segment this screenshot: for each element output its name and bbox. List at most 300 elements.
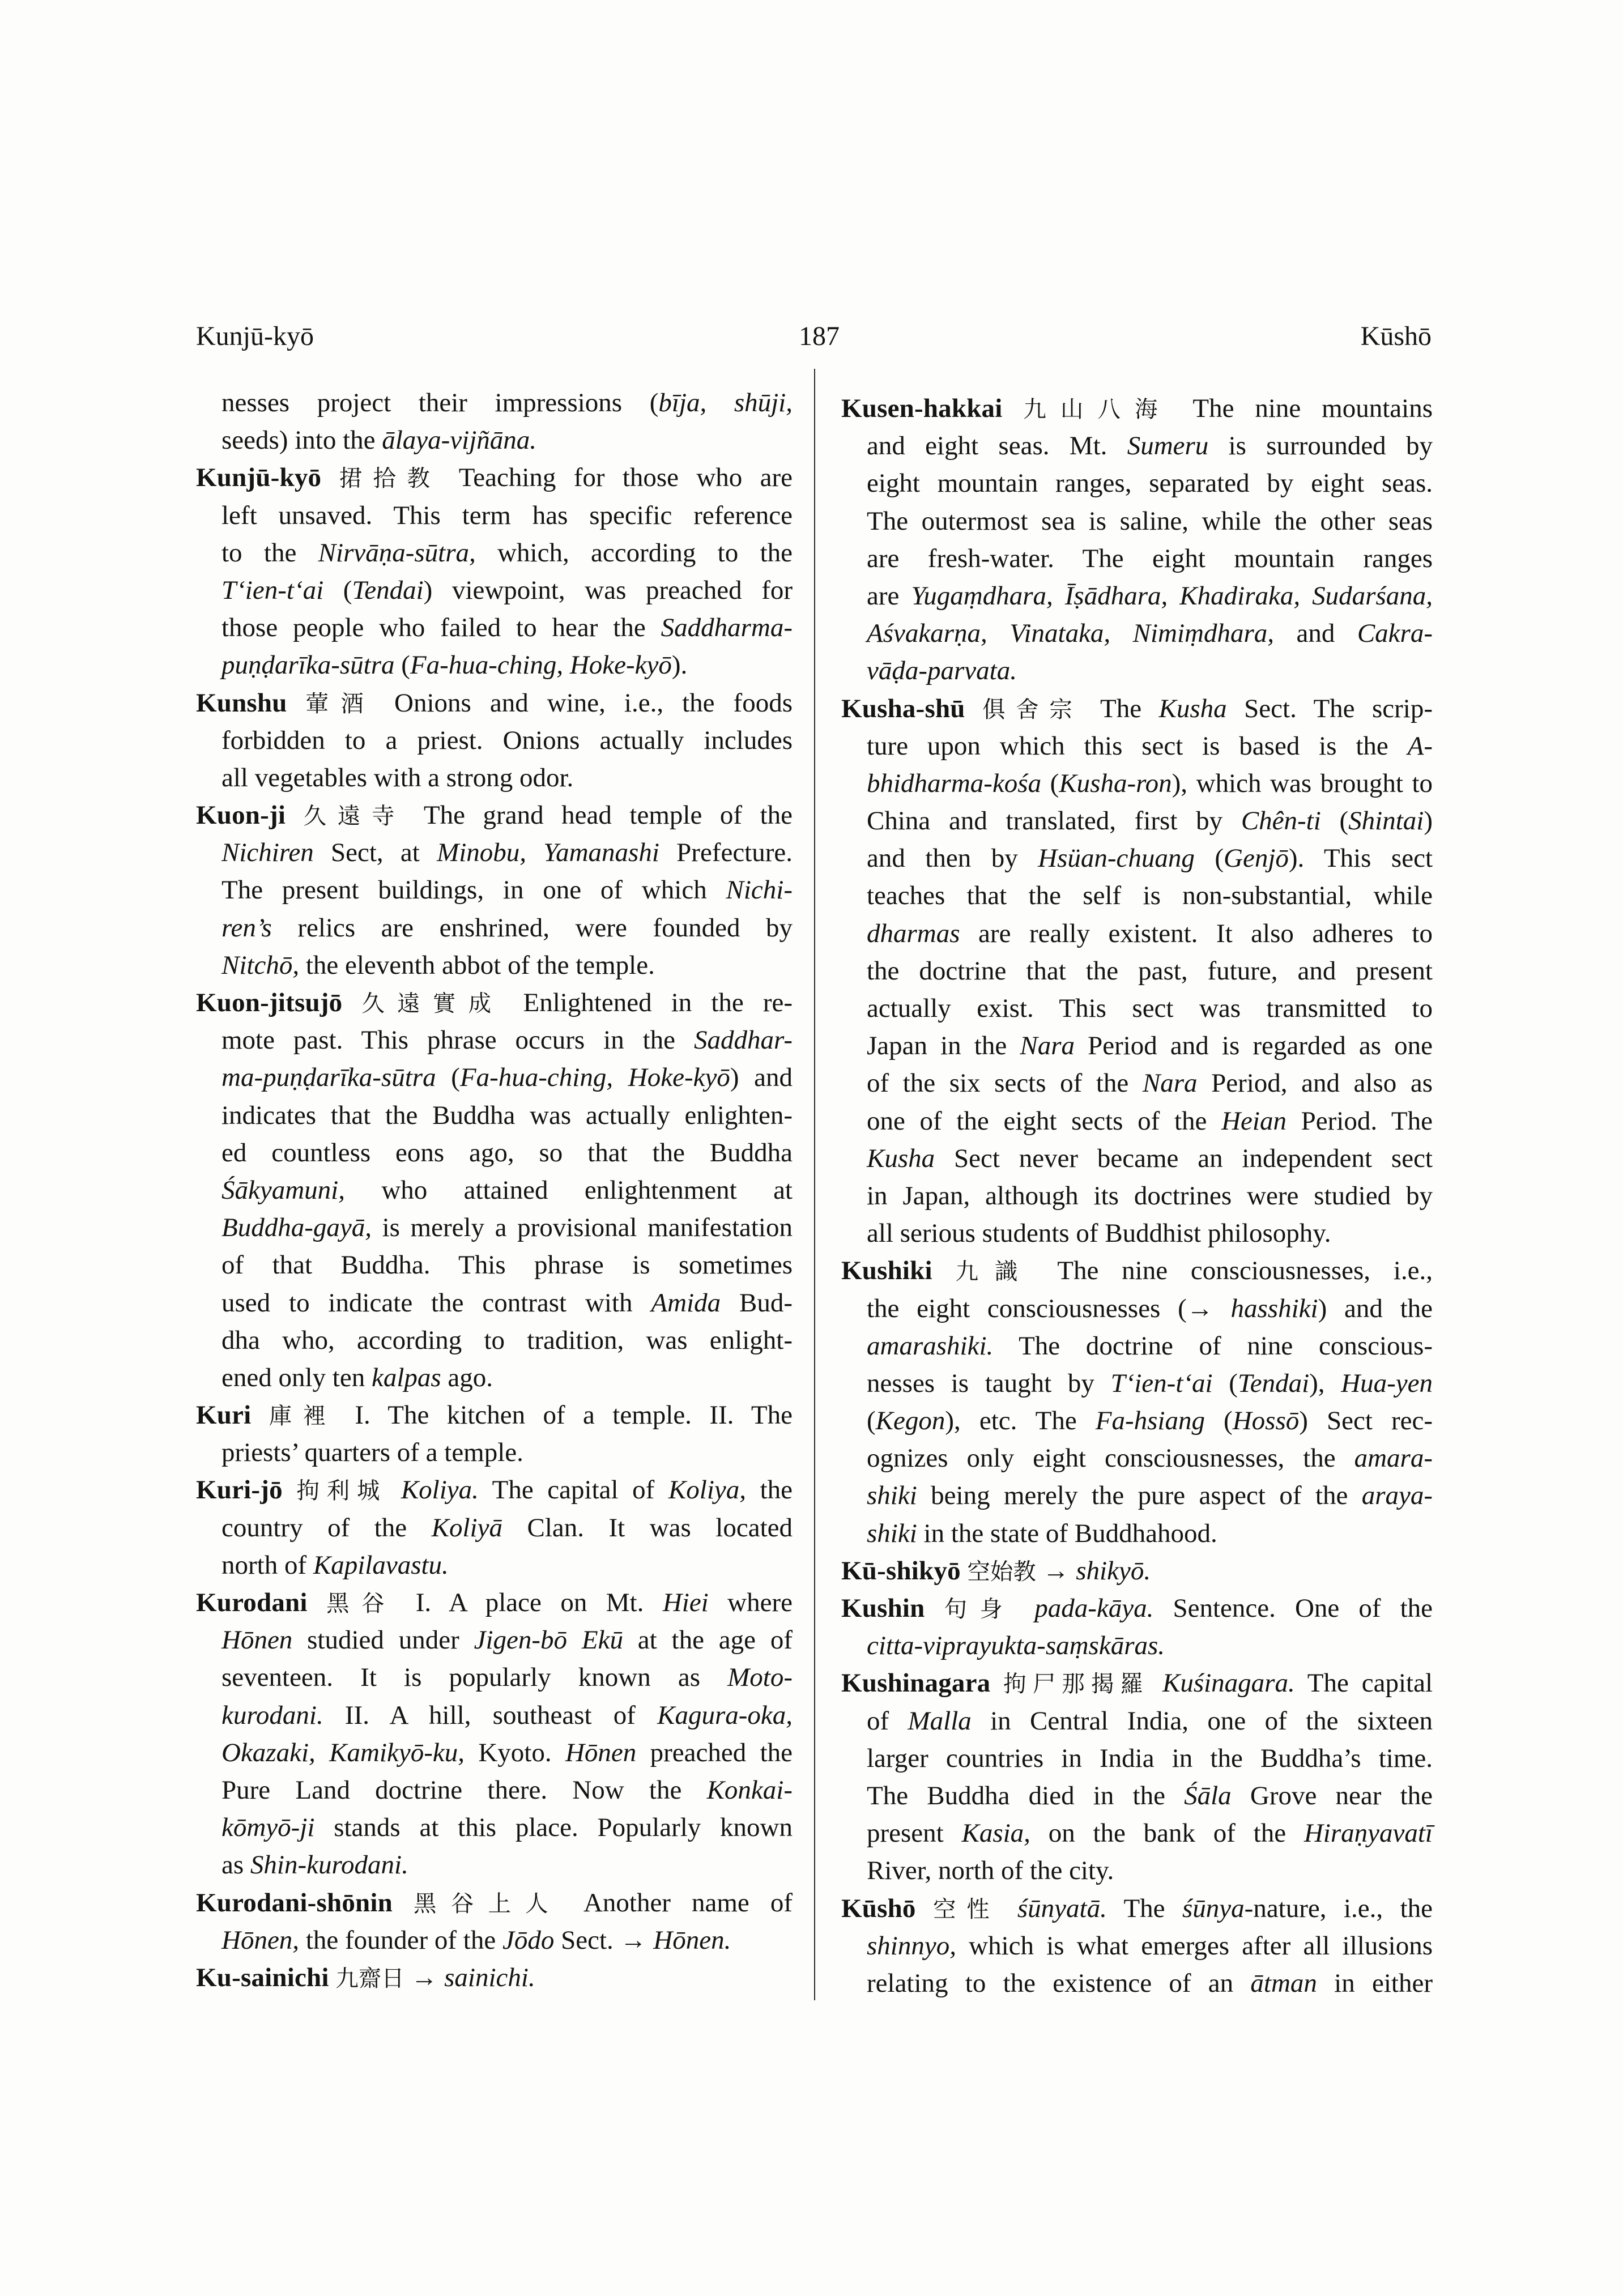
definition-text: ago. xyxy=(441,1362,493,1392)
definition-text: ( xyxy=(1320,806,1349,836)
text-line xyxy=(841,1477,1433,1514)
running-head-first-entry: Kunjū-kyō xyxy=(196,321,314,351)
text-line xyxy=(841,990,1433,1027)
definition-text xyxy=(283,1475,297,1505)
definition-text: actually exist. This sect was transmitted to xyxy=(867,994,1433,1023)
text-line xyxy=(841,1439,1433,1477)
definition-text: being merely the pure aspect of the xyxy=(917,1481,1362,1511)
italic-term: Hōnen, xyxy=(221,1925,300,1955)
italic-term: Nitchō, xyxy=(221,950,300,980)
text-line xyxy=(841,1814,1433,1852)
italic-term: Moto- xyxy=(727,1663,793,1693)
headword: Kunshu xyxy=(196,688,287,718)
headword: Kushiki xyxy=(841,1256,932,1286)
definition-text: Teaching for those who are xyxy=(441,463,793,493)
headword: Kuon-ji xyxy=(196,800,286,830)
text-line xyxy=(196,871,793,909)
definition-text: teaches that the self is non-substantial, while xyxy=(867,881,1433,911)
kanji-term: 九山八海 xyxy=(1023,395,1172,423)
italic-term: Konkai- xyxy=(706,1775,793,1805)
page-number: 187 xyxy=(799,321,840,351)
definition-text: where xyxy=(708,1588,793,1617)
column-divider xyxy=(814,369,815,2000)
definition-text: ( xyxy=(1194,844,1224,874)
dictionary-entry xyxy=(196,1471,793,1584)
definition-text: I. A place on Mt. xyxy=(397,1588,663,1617)
definition-text: Pure Land doctrine there. Now the xyxy=(221,1775,707,1805)
italic-term: Chên-ti xyxy=(1241,806,1321,836)
text-line xyxy=(196,1396,793,1434)
italic-term: Hōnen. xyxy=(653,1925,731,1955)
definition-text: The outermost sea is saline, while the other seas xyxy=(867,506,1433,536)
text-line xyxy=(841,1327,1433,1365)
italic-term: bīja, shūji, xyxy=(658,388,793,418)
italic-term: shiki xyxy=(867,1518,917,1548)
definition-text: in Japan, although its doctrines were studied by xyxy=(867,1181,1433,1211)
text-line xyxy=(841,1664,1433,1702)
text-line xyxy=(196,1584,793,1621)
italic-term: Cakra- xyxy=(1357,619,1433,649)
definition-text: left unsaved. This term has specific reference xyxy=(221,500,793,530)
definition-text: dha who, according to tradition, was enlight- xyxy=(221,1325,793,1355)
text-line xyxy=(196,1846,793,1884)
italic-term: Jigen-bō Ekū xyxy=(474,1625,623,1655)
italic-term: Kapilavastu. xyxy=(313,1550,449,1580)
definition-text: ( xyxy=(1204,1406,1233,1436)
text-line xyxy=(841,1852,1433,1889)
definition-text: The doctrine of nine conscious- xyxy=(993,1331,1433,1361)
kanji-term: 俱舍宗 xyxy=(982,695,1083,723)
definition-text: The xyxy=(1106,1893,1183,1923)
definition-text: is merely a provisional manifestation xyxy=(371,1213,793,1243)
italic-term: śūnyatā. xyxy=(1017,1893,1107,1923)
italic-term: śūnya xyxy=(1182,1893,1245,1923)
definition-text: II. A hill, southeast of xyxy=(323,1700,658,1730)
definition-text: the founder of the xyxy=(299,1925,502,1955)
definition-text: one of the eight sects of the xyxy=(867,1106,1222,1136)
kanji-term: 捃拾教 xyxy=(339,465,441,492)
text-line xyxy=(841,1890,1433,1927)
italic-term: Fa-hua-ching, Hoke-kyō xyxy=(459,1063,730,1093)
italic-term: Buddha-gayā, xyxy=(221,1213,372,1243)
definition-text: the doctrine that the past, future, and present xyxy=(867,956,1433,986)
dictionary-entry xyxy=(196,459,793,684)
definition-text: Sect, at xyxy=(313,838,437,868)
italic-term: sainichi. xyxy=(444,1962,535,1992)
definition-text: those people who failed to hear the xyxy=(221,613,661,643)
headword: Kunjū-kyō xyxy=(196,463,322,493)
definition-text: Onions and wine, i.e., the foods xyxy=(376,688,793,718)
italic-term: ren’s xyxy=(221,913,272,943)
italic-term: Kusha xyxy=(867,1143,935,1173)
definition-text: ). This sect xyxy=(1288,844,1433,874)
text-line xyxy=(841,690,1433,727)
headword: Kushinagara xyxy=(841,1668,991,1698)
headword: Kū-shikyō xyxy=(841,1556,961,1586)
italic-term: Shin-kurodani. xyxy=(250,1850,408,1880)
text-line xyxy=(841,465,1433,502)
text-line xyxy=(841,1552,1433,1590)
definition-text: Japan in the xyxy=(867,1031,1020,1061)
italic-term: hasshiki xyxy=(1230,1293,1318,1323)
italic-term: A- xyxy=(1407,731,1433,761)
definition-text: ), xyxy=(1309,1368,1341,1398)
italic-term: Kagura-oka, xyxy=(657,1700,793,1730)
definition-text: are fresh-water. The eight mountain ranges xyxy=(867,543,1433,573)
italic-term: kalpas xyxy=(371,1362,441,1392)
italic-term: Śāla xyxy=(1184,1780,1232,1811)
dictionary-entry xyxy=(196,1584,793,1884)
italic-term: Fa-hsiang xyxy=(1095,1406,1205,1436)
definition-text xyxy=(308,1588,326,1617)
definition-text: as xyxy=(221,1850,250,1880)
definition-text: ) xyxy=(1424,806,1433,836)
italic-term: Aśvakarṇa, Vinataka, Nimiṃdhara, xyxy=(867,619,1275,649)
italic-term: Kuśinagara. xyxy=(1162,1668,1295,1698)
definition-text: ) viewpoint, was preached for xyxy=(423,575,793,605)
text-line xyxy=(841,1140,1433,1177)
definition-text: Prefecture. xyxy=(659,838,793,868)
entry-continuation xyxy=(196,384,793,459)
definition-text xyxy=(925,1594,944,1623)
definition-text: Enlightened in the re- xyxy=(504,988,793,1017)
definition-text: Clan. It was located xyxy=(502,1513,793,1543)
italic-term: kurodani. xyxy=(221,1700,323,1730)
definition-text xyxy=(932,1256,956,1285)
definition-text: Bud- xyxy=(721,1288,793,1318)
italic-term: araya- xyxy=(1361,1481,1433,1511)
italic-term: Amida xyxy=(651,1288,721,1318)
definition-text xyxy=(916,1894,933,1923)
text-line xyxy=(841,1965,1433,2002)
dictionary-entry xyxy=(196,796,793,984)
text-line xyxy=(196,1471,793,1509)
text-line xyxy=(841,1252,1433,1289)
text-line xyxy=(841,1927,1433,1965)
definition-text: ), which was brought to xyxy=(1172,768,1433,798)
italic-term: Heian xyxy=(1221,1106,1287,1136)
definition-text: The present buildings, in one of which xyxy=(221,875,726,905)
headword: Kurodani xyxy=(196,1588,308,1617)
definition-text xyxy=(1003,394,1024,423)
italic-term: pada-kāya. xyxy=(1034,1594,1154,1623)
definition-text: eight mountain ranges, separated by eight seas. xyxy=(867,468,1433,499)
definition-text: River, north of the city. xyxy=(867,1856,1114,1886)
definition-text: and eight seas. Mt. xyxy=(867,431,1127,461)
definition-text: is surrounded by xyxy=(1208,431,1433,461)
definition-text: ), etc. The xyxy=(945,1406,1096,1436)
italic-term: ātman xyxy=(1250,1968,1317,1998)
right-column xyxy=(841,390,1433,2002)
definition-text: all serious students of Buddhist philosophy. xyxy=(867,1219,1331,1249)
definition-text: Period, and also as xyxy=(1197,1068,1433,1098)
kanji-term: 久遠實成 xyxy=(361,990,504,1017)
headword: Kuon-jitsujō xyxy=(196,988,343,1017)
definition-text xyxy=(393,1888,414,1918)
dictionary-entry xyxy=(841,1552,1433,1590)
definition-text: → xyxy=(404,1962,445,1992)
definition-text: ) and xyxy=(730,1063,793,1093)
italic-term: Hua-yen xyxy=(1341,1368,1433,1398)
definition-text: on the bank of the xyxy=(1030,1818,1304,1848)
text-line xyxy=(196,722,793,759)
headword: Ku-sainichi xyxy=(196,1962,329,1992)
text-line xyxy=(196,1134,793,1172)
dictionary-entry xyxy=(841,390,1433,690)
text-line xyxy=(196,1284,793,1322)
text-line xyxy=(196,1172,793,1209)
definition-text xyxy=(965,694,982,723)
text-line xyxy=(841,1402,1433,1439)
definition-text: in either xyxy=(1317,1968,1433,1998)
definition-text: who attained enlightenment at xyxy=(344,1175,793,1205)
text-line xyxy=(196,1021,793,1059)
definition-text: ognizes only eight consciousnesses, the xyxy=(867,1443,1354,1473)
italic-term: bhidharma-kośa xyxy=(867,768,1042,798)
kanji-term: 九齋日 xyxy=(335,1964,404,1992)
italic-term: amara- xyxy=(1354,1443,1433,1473)
definition-text: which, according to the xyxy=(475,538,793,568)
kanji-term: 葷酒 xyxy=(305,689,376,717)
kanji-term: 句身 xyxy=(944,1595,1016,1622)
text-line xyxy=(196,684,793,722)
definition-text: forbidden to a priest. Onions actually includes xyxy=(221,725,793,755)
definition-text: The capital of xyxy=(478,1475,668,1505)
definition-text: used to indicate the contrast with xyxy=(221,1288,651,1318)
italic-term: Okazaki, Kamikyō-ku, xyxy=(221,1737,465,1767)
definition-text: Another name of xyxy=(562,1888,793,1918)
italic-term: Koliya, xyxy=(668,1475,746,1505)
kanji-term: 空性 xyxy=(933,1895,1000,1923)
text-line xyxy=(196,984,793,1021)
italic-term: Kasia, xyxy=(961,1818,1030,1848)
text-line xyxy=(196,1959,793,1996)
italic-term: puṇḍarīka-sūtra xyxy=(221,650,395,680)
text-line xyxy=(841,1177,1433,1215)
text-line xyxy=(841,652,1433,689)
text-line xyxy=(841,1777,1433,1814)
text-line xyxy=(196,609,793,646)
definition-text: the eleventh abbot of the temple. xyxy=(299,950,655,980)
definition-text: The nine consciousnesses, i.e., xyxy=(1034,1256,1433,1286)
left-column xyxy=(196,384,793,1996)
definition-text: Period and is regarded as one xyxy=(1074,1031,1433,1061)
italic-term: Hsüan-chuang xyxy=(1038,844,1195,874)
italic-term: Saddhar- xyxy=(693,1025,793,1055)
text-line xyxy=(841,390,1433,427)
definition-text: preached the xyxy=(636,1737,793,1767)
definition-text: priests’ quarters of a temple. xyxy=(221,1438,523,1468)
text-line xyxy=(196,1621,793,1659)
italic-term: Nara xyxy=(1020,1031,1075,1061)
definition-text: The xyxy=(1083,693,1159,723)
text-line xyxy=(841,1215,1433,1252)
definition-text: Sect never became an independent sect xyxy=(935,1143,1433,1173)
italic-term: shiki xyxy=(867,1481,917,1511)
definition-text: Kyoto. xyxy=(464,1737,565,1767)
italic-term: Shintai xyxy=(1348,806,1424,836)
kanji-term: 九識 xyxy=(955,1258,1034,1285)
dictionary-entry xyxy=(196,1959,793,1996)
text-line xyxy=(196,1359,793,1396)
text-line xyxy=(841,1064,1433,1102)
text-line xyxy=(196,384,793,421)
dictionary-entry xyxy=(841,1252,1433,1552)
text-line xyxy=(196,534,793,572)
kanji-term: 庫裡 xyxy=(269,1402,337,1430)
definition-text: seventeen. It is popularly known as xyxy=(221,1663,728,1693)
text-line xyxy=(196,497,793,534)
italic-term: Hossō xyxy=(1232,1406,1300,1436)
text-line xyxy=(841,1740,1433,1777)
definition-text: of that Buddha. This phrase is sometimes xyxy=(221,1250,793,1280)
definition-text: mote past. This phrase occurs in the xyxy=(221,1025,694,1055)
definition-text: Sect. → xyxy=(554,1925,654,1955)
italic-term: Saddharma- xyxy=(661,613,793,643)
text-line xyxy=(196,796,793,834)
italic-term: vāḍa-parvata. xyxy=(867,656,1017,686)
text-line xyxy=(196,421,793,459)
italic-term: Kegon xyxy=(875,1406,945,1436)
definition-text: relics are enshrined, were founded by xyxy=(271,913,793,943)
italic-term: Malla xyxy=(908,1706,972,1736)
kanji-term: 空始教 xyxy=(967,1557,1036,1585)
italic-term: ma-puṇḍarīka-sūtra xyxy=(221,1063,436,1093)
italic-term: Nirvāṇa-sūtra, xyxy=(318,538,476,568)
text-line xyxy=(196,1059,793,1096)
text-line xyxy=(196,646,793,684)
dictionary-entry xyxy=(196,984,793,1396)
italic-term: Tendai xyxy=(352,575,424,605)
definition-text xyxy=(287,688,306,718)
italic-term: Kusha-ron xyxy=(1059,768,1172,798)
italic-term: citta-viprayukta-saṃskāras. xyxy=(867,1631,1165,1661)
definition-text: which is what emerges after all illusions xyxy=(956,1931,1433,1961)
text-line xyxy=(841,1027,1433,1064)
text-line xyxy=(841,877,1433,914)
definition-text: indicates that the Buddha was actually enlighten- xyxy=(221,1100,793,1130)
definition-text xyxy=(329,1963,336,1992)
definition-text: to the xyxy=(221,538,318,568)
dictionary-entry xyxy=(841,690,1433,1253)
italic-term: Hōnen xyxy=(565,1737,637,1767)
dictionary-entry xyxy=(841,1590,1433,1664)
definition-text: the eight consciousnesses (→ xyxy=(867,1293,1231,1323)
definition-text: Sentence. One of the xyxy=(1153,1594,1433,1623)
definition-text: Period. The xyxy=(1286,1106,1433,1136)
definition-text: and xyxy=(1274,619,1357,649)
definition-text: are really existent. It also adheres to xyxy=(960,918,1433,948)
italic-term: T‘ien-t‘ai xyxy=(221,575,324,605)
definition-text: ened only ten xyxy=(221,1362,372,1392)
headword: Kusha-shū xyxy=(841,693,965,723)
definition-text xyxy=(251,1400,269,1430)
italic-term: kōmyō-ji xyxy=(221,1813,315,1843)
definition-text: of xyxy=(867,1706,908,1736)
dictionary-entry xyxy=(841,1664,1433,1889)
kanji-term: 黑谷上人 xyxy=(414,1889,563,1917)
text-line xyxy=(196,947,793,984)
text-line xyxy=(196,1771,793,1809)
definition-text: country of the xyxy=(221,1513,432,1543)
definition-text: ( xyxy=(436,1063,460,1093)
definition-text xyxy=(1000,1894,1017,1923)
dictionary-entry xyxy=(196,1396,793,1471)
text-line xyxy=(196,1509,793,1547)
italic-term: Hiraṇyavatī xyxy=(1303,1818,1433,1848)
text-line xyxy=(841,1590,1433,1627)
definition-text: ( xyxy=(394,650,410,680)
dictionary-entry xyxy=(196,1884,793,1959)
definition-text: seeds) into the xyxy=(221,425,382,455)
kanji-term: 拘利城 xyxy=(296,1477,387,1505)
definition-text: ( xyxy=(867,1406,876,1436)
definition-text: The grand head temple of the xyxy=(406,800,793,830)
text-line xyxy=(196,572,793,609)
italic-term: Koliya. xyxy=(401,1475,479,1505)
text-line xyxy=(196,759,793,796)
definition-text: ture upon which this sect is based is the xyxy=(867,731,1408,761)
dictionary-entry xyxy=(196,684,793,797)
headword: Kurodani-shōnin xyxy=(196,1888,393,1918)
text-line xyxy=(841,427,1433,465)
italic-term: dharmas xyxy=(867,918,960,948)
text-line xyxy=(196,1734,793,1771)
headword: Kuri xyxy=(196,1400,252,1430)
text-line xyxy=(841,1102,1433,1140)
definition-text: stands at this place. Popularly known xyxy=(314,1813,793,1843)
definition-text: ( xyxy=(323,575,352,605)
definition-text: -nature, i.e., the xyxy=(1244,1893,1433,1923)
running-head-last-entry: Kūshō xyxy=(1360,321,1432,351)
text-line xyxy=(841,952,1433,990)
headword: Kushin xyxy=(841,1594,925,1623)
definition-text: present xyxy=(867,1818,962,1848)
definition-text: all vegetables with a strong odor. xyxy=(221,763,574,793)
italic-term: Nara xyxy=(1142,1068,1198,1098)
kanji-term: 黑谷 xyxy=(326,1590,397,1617)
definition-text: The nine mountains xyxy=(1172,394,1433,423)
italic-term: Nichi- xyxy=(726,875,793,905)
definition-text: China and translated, first by xyxy=(867,806,1241,836)
headword: Kusen-hakkai xyxy=(841,394,1003,423)
kanji-term: 拘尸那揭羅 xyxy=(1003,1670,1150,1698)
definition-text: of the six sects of the xyxy=(867,1068,1143,1098)
text-line xyxy=(196,1697,793,1734)
text-line xyxy=(841,502,1433,540)
text-line xyxy=(196,1246,793,1284)
text-line xyxy=(841,915,1433,952)
text-line xyxy=(841,802,1433,840)
italic-term: amarashiki. xyxy=(867,1331,994,1361)
definition-text: nesses is taught by xyxy=(867,1368,1111,1398)
italic-term: Koliyā xyxy=(431,1513,502,1543)
definition-text: The Buddha died in the xyxy=(867,1780,1185,1811)
text-line xyxy=(196,1547,793,1584)
text-line xyxy=(841,765,1433,802)
italic-term: Nichiren xyxy=(221,838,314,868)
definition-text: the xyxy=(746,1475,793,1505)
italic-term: Fa-hua-ching, Hoke-kyō xyxy=(410,650,672,680)
text-line xyxy=(841,540,1433,577)
italic-term: Sumeru xyxy=(1127,431,1209,461)
italic-term: Minobu, Yamanashi xyxy=(437,838,659,868)
text-line xyxy=(841,1627,1433,1664)
text-line xyxy=(841,727,1433,765)
italic-term: Jōdo xyxy=(502,1925,555,1955)
text-line xyxy=(196,1659,793,1696)
definition-text: ( xyxy=(1041,768,1059,798)
